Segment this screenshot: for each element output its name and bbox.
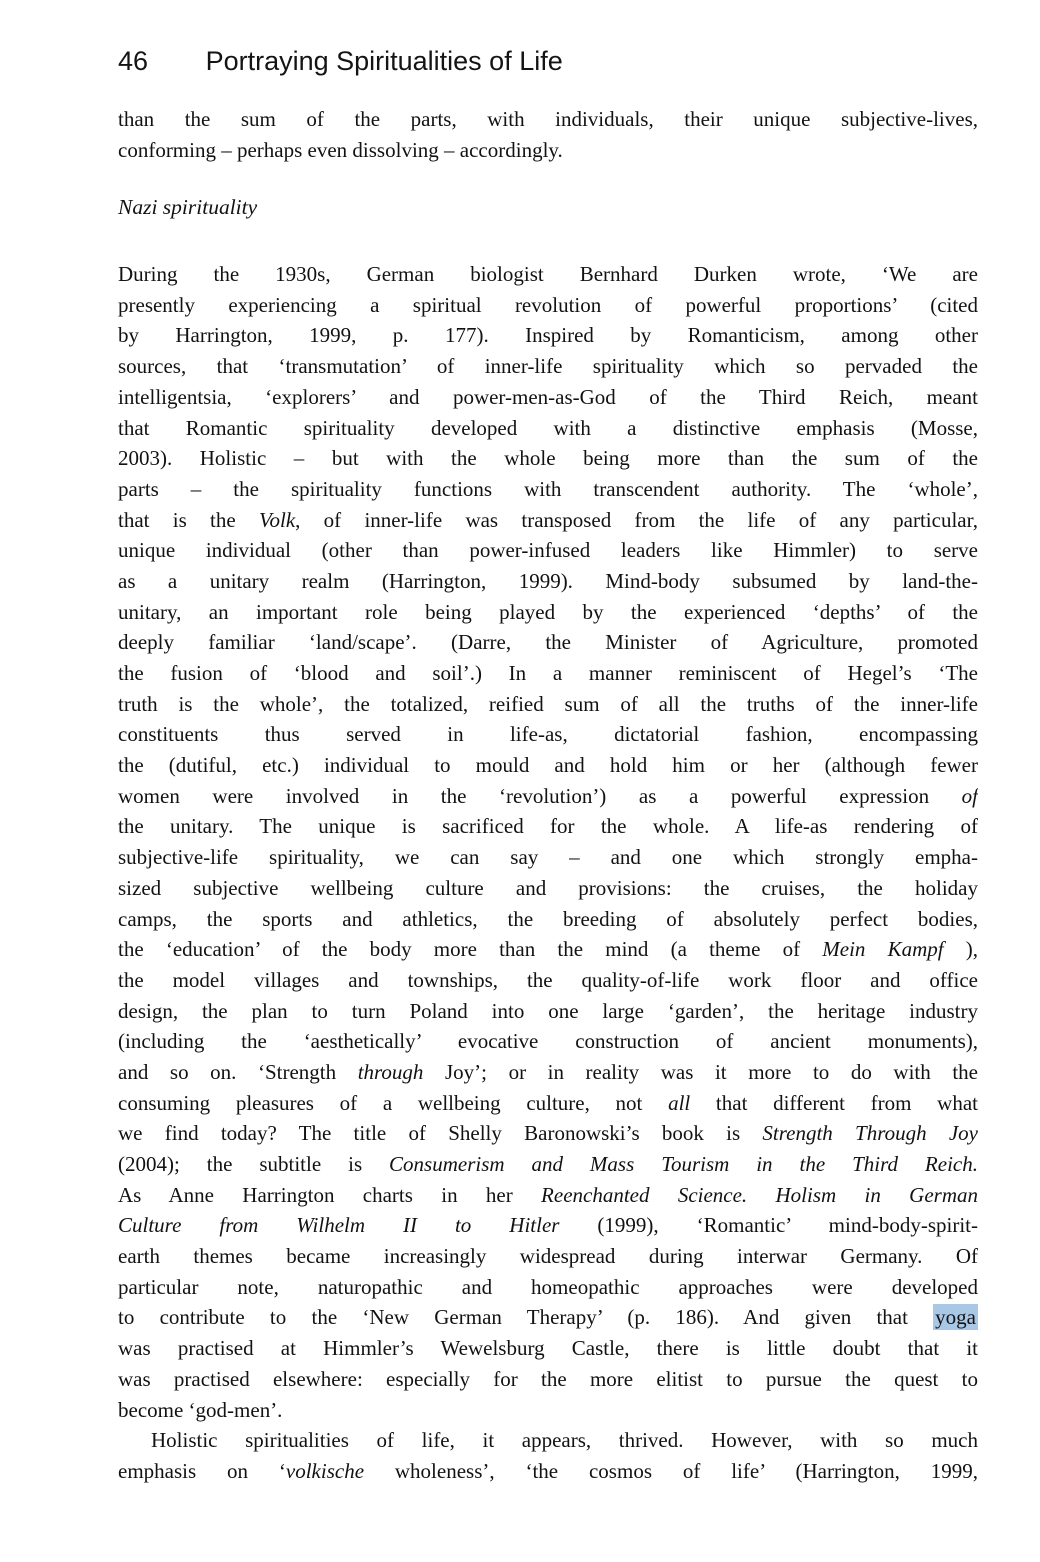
text-line: presently experiencing a spiritual revolution of powerful proportions’ (cited [118,292,978,317]
text-line: During the 1930s, German biologist Bernhard Durken wrote, ‘We are [118,262,978,287]
text-line: (2004); the subtitle is Consumerism and Mass Tourism in the Third Reich. [118,1152,978,1176]
section-heading: Nazi spirituality [118,195,258,220]
text-line: truth is the whole’, the totalized, reified sum of all the truths of the inner-life [118,691,978,716]
text-line: that Romantic spirituality developed with a distinctive emphasis (Mosse, [118,415,978,440]
search-highlight: yoga [935,1305,976,1330]
text-line: to contribute to the ‘New German Therapy’ (p. 186). And given that yoga [118,1305,976,1330]
text-line: particular note, naturopathic and homeopathic approaches were developed [118,1274,978,1299]
text-line: women were involved in the ‘revolution’) as a powerful expression of [118,783,978,808]
page-number: 46 [118,46,149,76]
text-line: sources, that ‘transmutation’ of inner-life spirituality which so pervaded the [118,354,978,379]
text-line: design, the plan to turn Poland into one large ‘garden’, the heritage industry [118,998,978,1023]
text-line: was practised elsewhere: especially for the more elitist to pursue the quest to [118,1366,978,1391]
text-line: Holistic spiritualities of life, it appears, thrived. However, with so much [151,1428,978,1453]
text-line: constituents thus served in life-as, dictatorial fashion, encompassing [118,722,978,747]
text-line: we find today? The title of Shelly Baronowski’s book is Strength Through Joy [118,1121,978,1146]
text-line: than the sum of the parts, with individuals, their unique subjective-lives, [118,107,978,131]
text-line: conforming – perhaps even dissolving – accordingly. [118,137,563,162]
text-line: deeply familiar ‘land/scape’. (Darre, the Minister of Agriculture, promoted [118,630,978,655]
text-line: earth themes became increasingly widespread during interwar Germany. Of [118,1244,978,1269]
text-line: the ‘education’ of the body more than the mind (a theme of Mein Kampf ), [118,937,978,962]
text-line: sized subjective wellbeing culture and provisions: the cruises, the holiday [118,875,978,900]
text-line: emphasis on ‘volkische wholeness’, ‘the cosmos of life’ (Harrington, 1999, [118,1458,978,1483]
text-body [118,104,978,1487]
body-paragraph [118,259,978,1425]
text-line: as a unitary realm (Harrington, 1999). Mind-body subsumed by land-the- [118,568,978,593]
text-line: the unitary. The unique is sacrificed for the whole. A life-as rendering of [118,814,978,839]
text-line: camps, the sports and athletics, the breeding of absolutely perfect bodies, [118,906,978,931]
text-line: (including the ‘aesthetically’ evocative construction of ancient monuments), [118,1029,978,1054]
text-line: was practised at Himmler’s Wewelsburg Castle, there is little doubt that it [118,1336,978,1361]
text-line: the fusion of ‘blood and soil’.) In a manner reminiscent of Hegel’s ‘The [118,661,978,685]
page-header [118,46,1040,76]
running-title: Portraying Spiritualities of Life [205,46,563,76]
text-line: consuming pleasures of a wellbeing culture, not all that different from what [118,1090,978,1115]
text-line: unitary, an important role being played by the experienced ‘depths’ of the [118,599,978,624]
text-line: the (dutiful, etc.) individual to mould and hold him or her (although fewer [118,753,978,778]
text-line: and so on. ‘Strength through Joy’; or in reality was it more to do with the [118,1059,978,1084]
text-line: intelligentsia, ‘explorers’ and power-men-as-God of the Third Reich, meant [118,384,978,409]
text-line: that is the Volk, of inner-life was transposed from the life of any particular, [118,507,978,532]
text-line: become ‘god-men’. [118,1397,283,1422]
text-line: As Anne Harrington charts in her Reenchanted Science. Holism in German [118,1182,978,1207]
text-line: Culture from Wilhelm II to Hitler (1999), ‘Romantic’ mind-body-spirit- [118,1213,978,1238]
text-line: subjective-life spirituality, we can say – and one which strongly empha- [118,845,978,870]
text-line: the model villages and townships, the quality-of-life work floor and office [118,967,978,992]
body-paragraph [118,104,978,165]
text-line: unique individual (other than power-infused leaders like Himmler) to serve [118,538,978,563]
text-line: parts – the spirituality functions with transcendent authority. The ‘whole’, [118,476,978,501]
text-line: 2003). Holistic – but with the whole being more than the sum of the [118,446,978,471]
text-line: by Harrington, 1999, p. 177). Inspired by Romanticism, among other [118,323,978,348]
body-paragraph [118,1425,978,1486]
